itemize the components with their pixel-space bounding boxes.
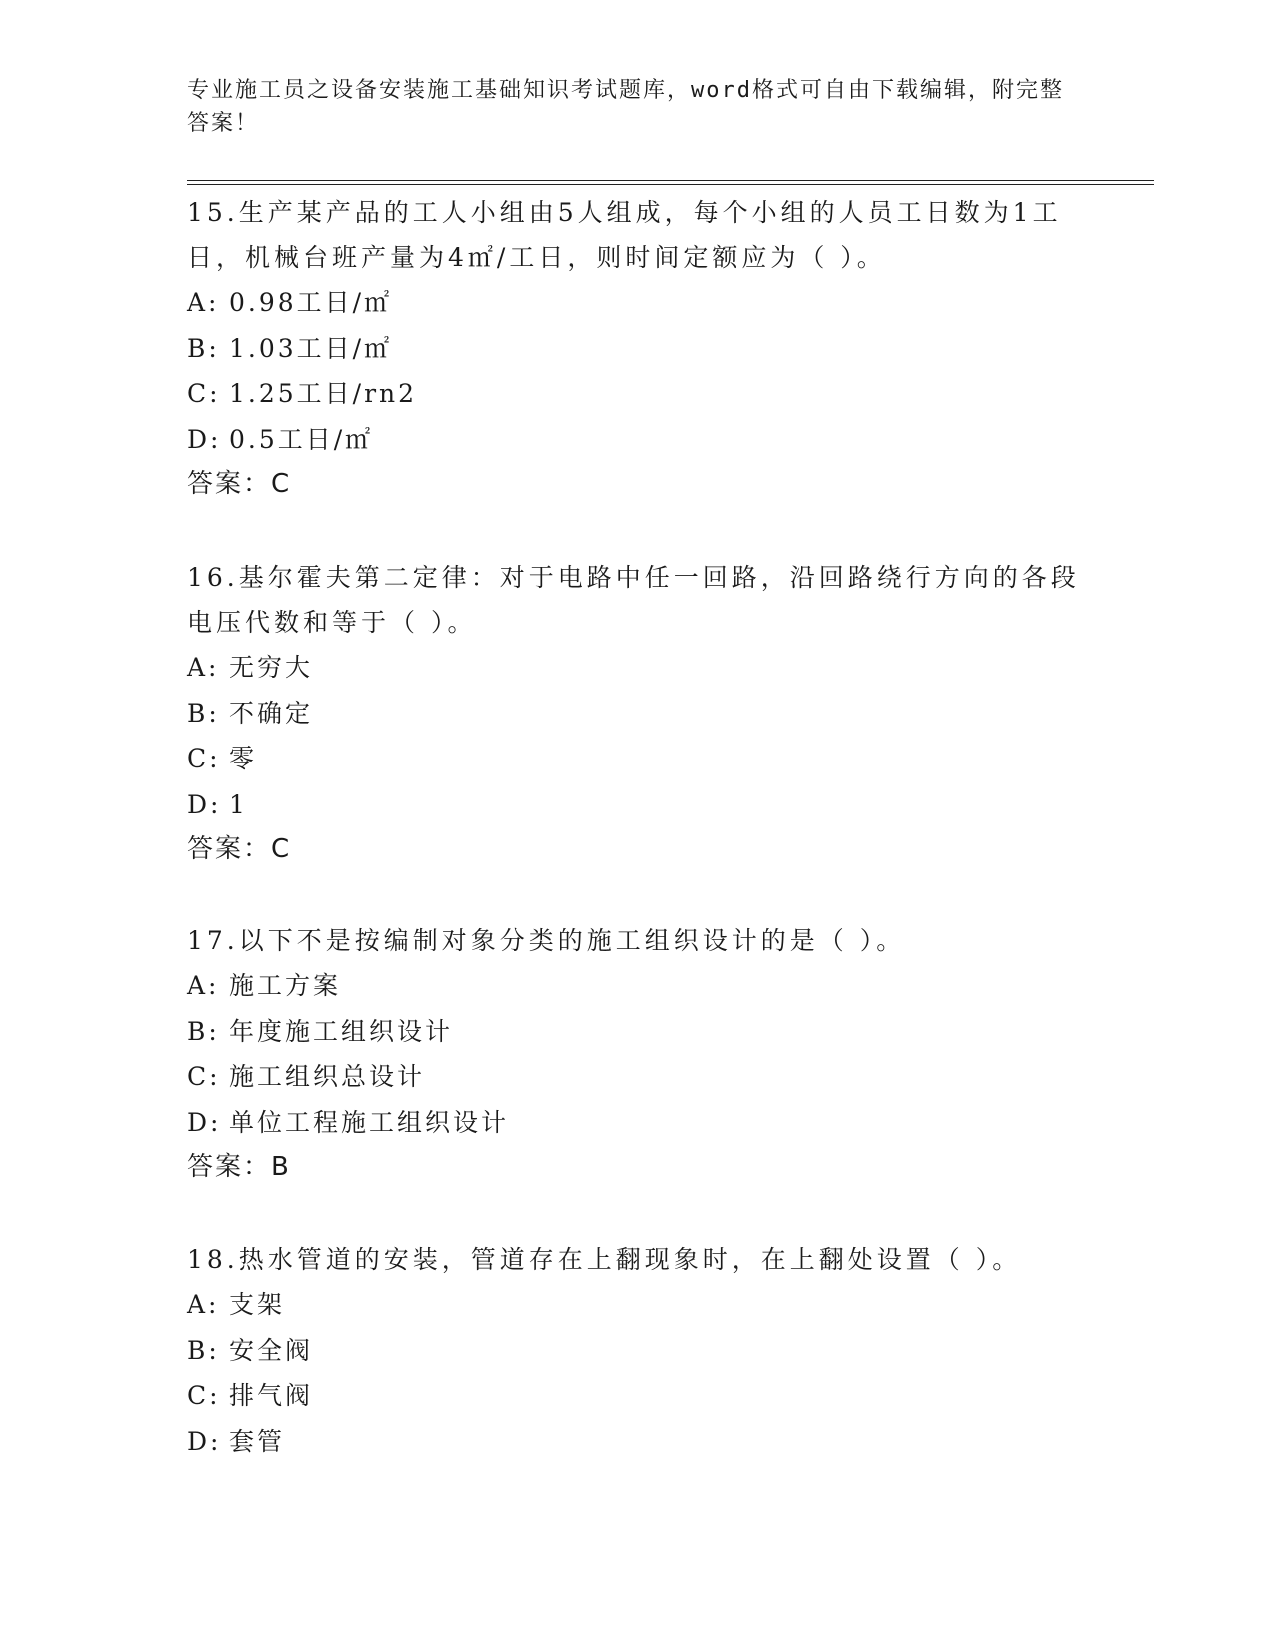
option-text: 施工方案: [229, 971, 342, 1000]
answer-line: 答案：C: [187, 469, 292, 499]
option-text: 排气阀: [229, 1381, 314, 1410]
option-text: 0.98工日/㎡: [229, 288, 393, 317]
option-letter: B:: [187, 1335, 220, 1365]
header-divider-line-double: [187, 184, 1154, 185]
option-d: [187, 782, 1087, 828]
option-letter: C:: [187, 1381, 221, 1410]
option-letter: B:: [187, 698, 220, 728]
option-text: 单位工程施工组织设计: [229, 1107, 510, 1137]
question-15: [187, 190, 1087, 507]
option-text: 1.25工日/rn2: [229, 379, 418, 408]
option-text: 1.03工日/㎡: [229, 333, 393, 363]
option-letter: D:: [187, 1107, 222, 1137]
option-text: 年度施工组织设计: [229, 1016, 454, 1046]
option-letter: C:: [187, 744, 221, 773]
option-letter: B:: [187, 333, 220, 363]
answer-line: 答案：C: [187, 834, 292, 864]
option-text: 套管: [229, 1426, 286, 1456]
option-d: [187, 417, 1087, 463]
option-text: 无穷大: [229, 653, 314, 682]
option-d: [187, 1100, 1087, 1146]
option-b: [187, 1009, 1087, 1055]
question-16: [187, 555, 1087, 872]
option-a: [187, 280, 1087, 326]
option-letter: A:: [187, 653, 220, 682]
option-letter: A:: [187, 288, 220, 317]
option-a: [187, 963, 1087, 1009]
option-c: [187, 371, 1087, 417]
option-a: [187, 1282, 1087, 1328]
option-letter: B:: [187, 1016, 220, 1046]
option-letter: A:: [187, 1290, 220, 1319]
option-a: [187, 645, 1087, 691]
question-stem: 18.热水管道的安装，管道存在上翻现象时，在上翻处设置（ ）。: [187, 1245, 1022, 1274]
question-18: [187, 1237, 1087, 1464]
option-text: 零: [229, 744, 258, 773]
option-text: 施工组织总设计: [229, 1062, 426, 1091]
option-c: [187, 1373, 1087, 1419]
question-17: [187, 918, 1087, 1190]
option-c: [187, 736, 1087, 782]
option-letter: D:: [187, 1426, 222, 1456]
option-c: [187, 1054, 1087, 1100]
option-b: [187, 1328, 1087, 1374]
option-text: 安全阀: [229, 1335, 314, 1365]
option-letter: D:: [187, 424, 222, 454]
option-text: 1: [229, 789, 248, 819]
option-text: 0.5工日/㎡: [229, 424, 374, 454]
option-letter: A:: [187, 971, 220, 1000]
question-stem: 15.生产某产品的工人小组由5人组成，每个小组的人员工日数为1工日，机械台班产量为4㎡/工日，则时间定额应为（ ）。: [187, 198, 1062, 272]
document-header: 专业施工员之设备安装施工基础知识考试题库，word格式可自由下载编辑，附完整答案！: [187, 78, 1064, 136]
option-b: [187, 691, 1087, 737]
option-letter: C:: [187, 1062, 221, 1091]
option-text: 不确定: [229, 698, 314, 728]
question-stem: 16.基尔霍夫第二定律：对于电路中任一回路，沿回路绕行方向的各段电压代数和等于（ ）。: [187, 563, 1080, 637]
option-b: [187, 326, 1087, 372]
header-divider-line: [187, 180, 1154, 181]
option-letter: D:: [187, 789, 222, 819]
option-letter: C:: [187, 379, 221, 408]
option-text: 支架: [229, 1290, 286, 1319]
option-d: [187, 1419, 1087, 1465]
answer-line: 答案：B: [187, 1152, 291, 1182]
question-stem: 17.以下不是按编制对象分类的施工组织设计的是（ ）。: [187, 926, 906, 955]
